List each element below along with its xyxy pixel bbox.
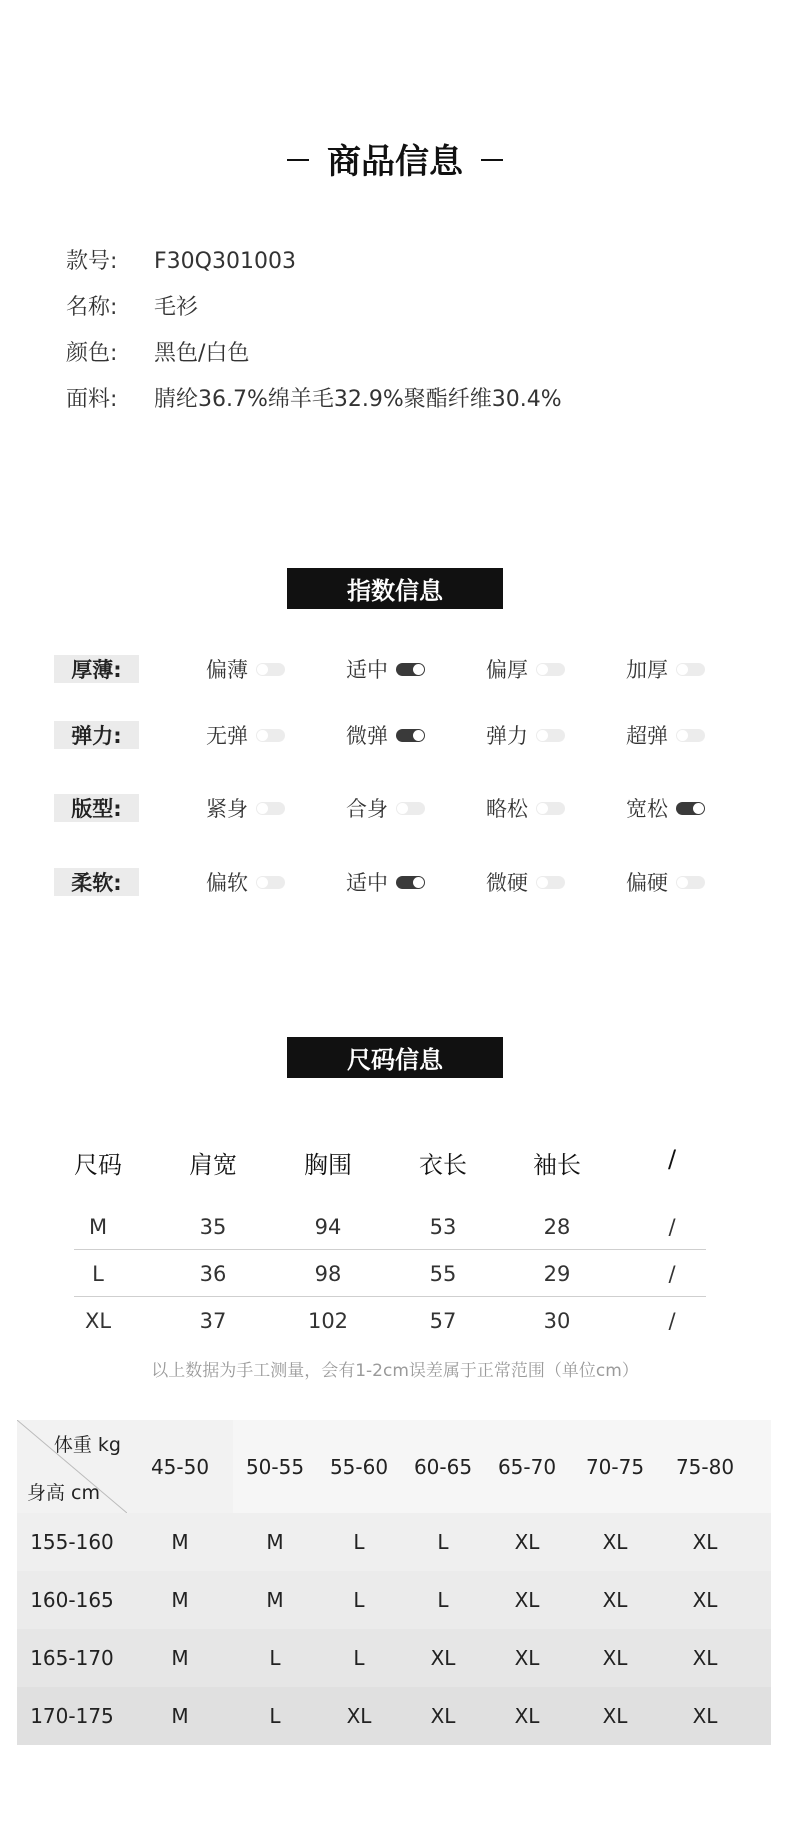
size-cell: 37 bbox=[199, 1309, 227, 1333]
index-option-label: 适中 bbox=[346, 871, 388, 895]
index-option-label: 合身 bbox=[346, 797, 388, 821]
toggle-off-icon bbox=[676, 663, 705, 676]
size-cell: 102 bbox=[307, 1309, 349, 1333]
size-cell: 55 bbox=[429, 1262, 457, 1286]
index-option bbox=[206, 794, 285, 822]
size-cell: / bbox=[668, 1262, 676, 1286]
row-divider bbox=[74, 1249, 706, 1250]
toggle-off-icon bbox=[536, 876, 565, 889]
info-value: F30Q301003 bbox=[154, 249, 296, 274]
info-label: 款号: bbox=[66, 249, 118, 274]
table-row bbox=[17, 1629, 771, 1687]
toggle-off-icon bbox=[536, 802, 565, 815]
toggle-off-icon bbox=[536, 663, 565, 676]
size-cell: 94 bbox=[314, 1215, 342, 1239]
size-recommendation-cell: XL bbox=[602, 1704, 628, 1728]
index-option-label: 适中 bbox=[346, 658, 388, 682]
index-row-label: 弹力: bbox=[54, 721, 139, 749]
info-row-color bbox=[66, 336, 249, 367]
index-option bbox=[626, 655, 705, 683]
index-option bbox=[486, 655, 565, 683]
size-cell: 98 bbox=[314, 1262, 342, 1286]
size-recommendation-cell: XL bbox=[602, 1588, 628, 1612]
product-info-title-text: 商品信息 bbox=[327, 142, 463, 182]
index-option-label: 微弹 bbox=[346, 724, 388, 748]
weight-header-cell: 65-70 bbox=[497, 1454, 557, 1479]
size-recommendation-cell: XL bbox=[514, 1646, 540, 1670]
height-cell: 165-170 bbox=[30, 1646, 114, 1670]
size-cell: 35 bbox=[199, 1215, 227, 1239]
height-weight-table bbox=[17, 1420, 771, 1745]
size-cell: L bbox=[92, 1262, 104, 1286]
index-option-label: 偏软 bbox=[206, 871, 248, 895]
index-option-label: 略松 bbox=[486, 797, 528, 821]
size-recommendation-cell: M bbox=[171, 1704, 189, 1728]
info-row-fabric bbox=[66, 382, 562, 413]
size-cell: 36 bbox=[199, 1262, 227, 1286]
index-row-label: 柔软: bbox=[54, 868, 139, 896]
table-header-row bbox=[17, 1420, 771, 1513]
corner-height-label: 身高 cm bbox=[27, 1482, 100, 1504]
toggle-off-icon bbox=[256, 729, 285, 742]
info-value: 毛衫 bbox=[154, 295, 199, 320]
size-recommendation-cell: XL bbox=[692, 1646, 718, 1670]
size-header-cell: 尺码 bbox=[74, 1151, 122, 1179]
index-option-label: 偏薄 bbox=[206, 658, 248, 682]
size-recommendation-cell: M bbox=[171, 1530, 189, 1554]
table-body bbox=[17, 1513, 771, 1745]
size-recommendation-cell: L bbox=[353, 1530, 365, 1554]
size-cell: / bbox=[668, 1309, 676, 1333]
index-option-label: 偏硬 bbox=[626, 871, 668, 895]
size-header-cell: 胸围 bbox=[304, 1151, 352, 1179]
height-cell: 170-175 bbox=[30, 1704, 114, 1728]
size-recommendation-cell: L bbox=[437, 1588, 449, 1612]
size-recommendation-cell: XL bbox=[430, 1646, 456, 1670]
size-recommendation-cell: XL bbox=[514, 1704, 540, 1728]
weight-header-cell: 55-60 bbox=[329, 1454, 389, 1479]
size-recommendation-cell: XL bbox=[430, 1704, 456, 1728]
corner-weight-label: 体重 kg bbox=[53, 1434, 121, 1456]
index-option-label: 超弹 bbox=[626, 724, 668, 748]
index-option-label: 偏厚 bbox=[486, 658, 528, 682]
table-row bbox=[17, 1687, 771, 1745]
toggle-on-icon bbox=[396, 876, 425, 889]
table-row bbox=[17, 1513, 771, 1571]
index-option-label: 无弹 bbox=[206, 724, 248, 748]
toggle-off-icon bbox=[676, 876, 705, 889]
index-option bbox=[626, 794, 705, 822]
row-divider bbox=[74, 1296, 706, 1297]
size-header-cell: 衣长 bbox=[419, 1151, 467, 1179]
size-recommendation-cell: XL bbox=[346, 1704, 372, 1728]
height-cell: 155-160 bbox=[30, 1530, 114, 1554]
size-recommendation-cell: M bbox=[171, 1588, 189, 1612]
toggle-off-icon bbox=[256, 876, 285, 889]
size-recommendation-cell: XL bbox=[514, 1588, 540, 1612]
size-recommendation-cell: XL bbox=[692, 1704, 718, 1728]
size-recommendation-cell: M bbox=[171, 1646, 189, 1670]
index-option bbox=[206, 868, 285, 896]
size-info-title: 尺码信息 bbox=[287, 1037, 503, 1078]
corner-cell bbox=[17, 1420, 127, 1513]
size-cell: 53 bbox=[429, 1215, 457, 1239]
weight-header-cell: 60-65 bbox=[413, 1454, 473, 1479]
size-cell: M bbox=[88, 1215, 108, 1239]
index-option-label: 加厚 bbox=[626, 658, 668, 682]
title-dash-right bbox=[481, 159, 503, 161]
info-row-name bbox=[66, 290, 198, 321]
toggle-off-icon bbox=[396, 802, 425, 815]
index-option bbox=[346, 794, 425, 822]
weight-header-cell: 75-80 bbox=[675, 1454, 735, 1479]
size-cell: 57 bbox=[429, 1309, 457, 1333]
index-option bbox=[626, 721, 705, 749]
index-option-label: 弹力 bbox=[486, 724, 528, 748]
size-recommendation-cell: M bbox=[266, 1588, 284, 1612]
size-cell: 30 bbox=[543, 1309, 571, 1333]
size-recommendation-cell: XL bbox=[692, 1530, 718, 1554]
toggle-on-icon bbox=[676, 802, 705, 815]
size-recommendation-cell: XL bbox=[602, 1646, 628, 1670]
toggle-off-icon bbox=[676, 729, 705, 742]
index-option bbox=[206, 721, 285, 749]
index-row-label: 厚薄: bbox=[54, 655, 139, 683]
size-recommendation-cell: M bbox=[266, 1530, 284, 1554]
size-recommendation-cell: L bbox=[269, 1646, 281, 1670]
info-row-style bbox=[66, 244, 296, 275]
table-row bbox=[17, 1571, 771, 1629]
weight-header-cell: 45-50 bbox=[127, 1420, 233, 1513]
info-value: 腈纶36.7%绵羊毛32.9%聚酯纤维30.4% bbox=[154, 387, 562, 412]
size-recommendation-cell: L bbox=[353, 1646, 365, 1670]
info-label: 名称: bbox=[66, 295, 118, 320]
size-cell: / bbox=[668, 1215, 676, 1239]
index-option-label: 微硬 bbox=[486, 871, 528, 895]
index-option bbox=[346, 868, 425, 896]
info-value: 黑色/白色 bbox=[154, 341, 250, 366]
index-option bbox=[486, 868, 565, 896]
size-cell: 28 bbox=[543, 1215, 571, 1239]
toggle-off-icon bbox=[536, 729, 565, 742]
product-info-title bbox=[0, 134, 790, 183]
toggle-on-icon bbox=[396, 663, 425, 676]
size-header-cell: 肩宽 bbox=[189, 1151, 237, 1179]
index-option bbox=[486, 794, 565, 822]
size-recommendation-cell: XL bbox=[602, 1530, 628, 1554]
index-option bbox=[486, 721, 565, 749]
size-header-cell: / bbox=[667, 1145, 677, 1173]
index-option bbox=[346, 721, 425, 749]
title-dash-left bbox=[287, 159, 309, 161]
size-recommendation-cell: L bbox=[269, 1704, 281, 1728]
height-cell: 160-165 bbox=[30, 1588, 114, 1612]
index-option-label: 紧身 bbox=[206, 797, 248, 821]
index-option-label: 宽松 bbox=[626, 797, 668, 821]
index-option bbox=[206, 655, 285, 683]
size-recommendation-cell: L bbox=[353, 1588, 365, 1612]
size-cell: 29 bbox=[543, 1262, 571, 1286]
index-option bbox=[346, 655, 425, 683]
toggle-on-icon bbox=[396, 729, 425, 742]
weight-header-cell: 70-75 bbox=[585, 1454, 645, 1479]
index-option bbox=[626, 868, 705, 896]
size-cell: XL bbox=[84, 1309, 112, 1333]
toggle-off-icon bbox=[256, 802, 285, 815]
size-recommendation-cell: XL bbox=[692, 1588, 718, 1612]
index-row-label: 版型: bbox=[54, 794, 139, 822]
index-info-title: 指数信息 bbox=[287, 568, 503, 609]
info-label: 面料: bbox=[66, 387, 118, 412]
toggle-off-icon bbox=[256, 663, 285, 676]
size-header-cell: 袖长 bbox=[533, 1151, 581, 1179]
info-label: 颜色: bbox=[66, 341, 118, 366]
weight-header-cell: 50-55 bbox=[245, 1454, 305, 1479]
size-note: 以上数据为手工测量，会有1-2cm误差属于正常范围（单位cm） bbox=[151, 1361, 639, 1381]
size-recommendation-cell: XL bbox=[514, 1530, 540, 1554]
size-recommendation-cell: L bbox=[437, 1530, 449, 1554]
